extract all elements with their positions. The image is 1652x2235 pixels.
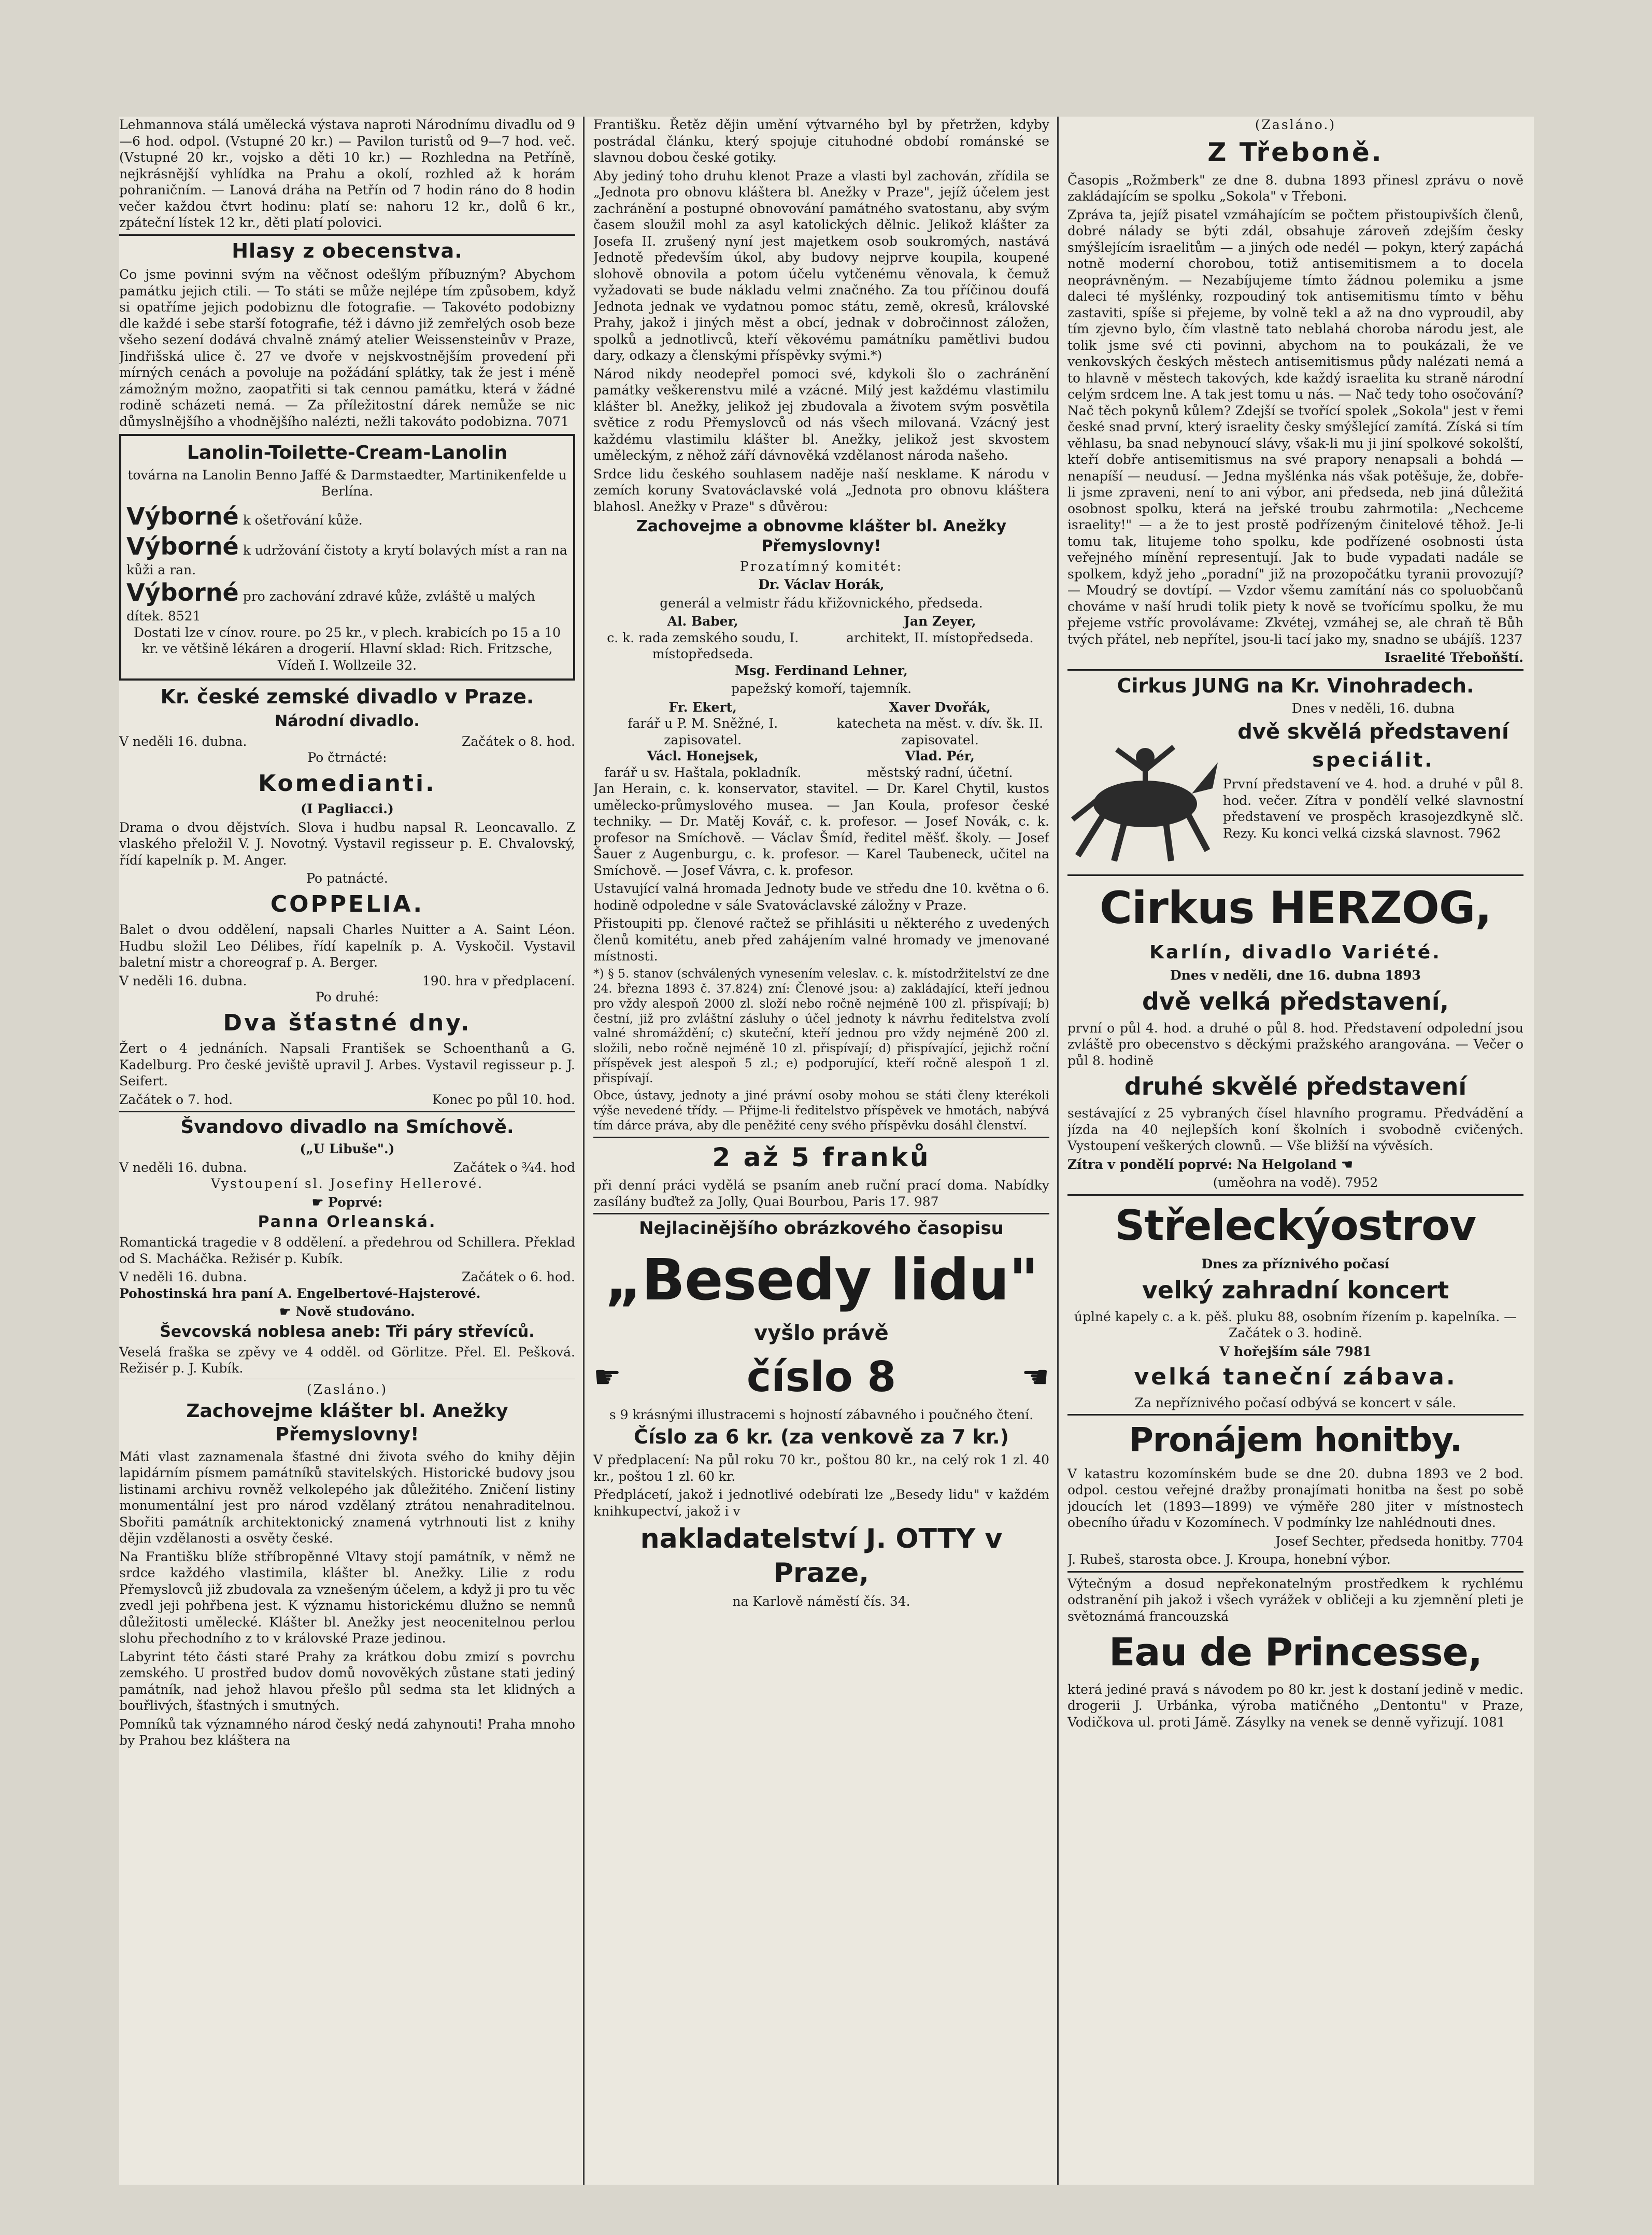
komedianti-title: Komedianti. (258, 770, 436, 797)
eau-pre: Výtečným a dosud nepřekonatelným prostředkem k rychlému odstranění pih jakož i všech vyrážek v obličeji a ku zjemnění pleti je světoznámá francouzská (1067, 1576, 1523, 1624)
s1-row (119, 1159, 575, 1176)
zachovejme-p3: Labyrint této části staré Prahy za krátkou dobu zmizí s povrchu zemského. U prostřed budov domů novověkých zůstane stati jediný památník, nad jehož hlavou přešlo půl sedma sta let klidných a bouřlivých, šťastných i smutných. (119, 1649, 575, 1714)
s2-nove-label: Nově studováno. (295, 1304, 415, 1320)
horak-role: generál a velmistr řádu křižovnického, předseda. (660, 595, 983, 611)
narodni-divadlo: Národní divadlo. (275, 712, 420, 730)
pronajem-sign-1: Josef Sechter, předseda honitby. 7704 (1275, 1533, 1523, 1549)
lanolin-title: Lanolin-Toilette-Cream-Lanolin (187, 442, 508, 464)
member-ekert (593, 699, 812, 748)
komitet-heading: Prozatímný komitét: (739, 558, 903, 574)
pointing-hand-left-icon: ☚ (1341, 1156, 1353, 1172)
member-zeyer (831, 613, 1049, 662)
zaslano-label: (Zasláno.) (1255, 117, 1336, 132)
zachovejme-p4: Pomníků tak významného národ český nedá zahynouti! Praha mnoho by Prahou bez kláštera na (119, 1716, 575, 1748)
hlasy-heading: Hlasy z obecenstva. (232, 239, 463, 262)
herzog-sub: Karlín, divadlo Variété. (1149, 941, 1442, 963)
lanolin-line-2 (126, 532, 568, 578)
slogan: Zachovejme a obnovme klášter bl. Anežky Přemyslovny! (636, 517, 1007, 555)
ilustrace: s 9 krásnými illustracemi s hojností zábavného i poučného čtení. (609, 1407, 1034, 1422)
dva-stastne-title: Dva šťastné dny. (223, 1009, 472, 1036)
lanolin-use-1: k ošetřování kůže. (243, 512, 363, 528)
honejsek-role: farář u sv. Haštala, pokladník. (604, 765, 802, 780)
pointing-hand-icon: ☛ (279, 1304, 296, 1320)
c2-p2: Aby jediný toho druhu klenot Praze a vlasti byl zachován, zřídila se „Jednota pro obnovu kláštera bl. Anežky v Praze", jejíž účelem jest zachránění a postupné obnovování památného svatostanu, aby svým časem sloužil mohl za asyl katolických dělnic. Jelikož klášter za Josefa II. zrušený nyní jest majetkem osob soukromých, nastává Jednotě především úkol, aby budovy nejprve koupila, koupené slohově obnovila a potom účelu vytčenému věnovala, k čemuž vyžadovati se bude nákladu velmi značného. Za tou příčinou doufá Jednota jednak ve vydatnou pomoc státu, země, okresů, královské Prahy, jakož i jiných měst a obcí, jednak v dobročinnost záložen, spolků a jednotlivců, kteří věkovému památníku pamětlivi budou dary, odkazy a členskými příspěvky svými.*) (593, 168, 1049, 363)
member-per (831, 748, 1049, 781)
c2-p3: Národ nikdy neodepřel pomoci své, kdykoli šlo o zachránění památky veškerenstvu milé a vzácné. Milý jest každému vlastimilu klášter bl. Anežky, jelikož jej zbudovala a životem svým posvětila světice z rodu Přemyslovců od nás všech milovaná. Vzácný jest každému vlastimilu klášter bl. Anežky, jelikož jest skvostem uměleckým, z něhož září dávnověká vzdělanost národa našeho. (593, 366, 1049, 463)
herzog-date: Dnes v neděli, dne 16. dubna 1893 (1170, 968, 1421, 983)
divider (1067, 1571, 1523, 1573)
d2-row (119, 973, 575, 989)
strelecky-dnes: Dnes za příznivého počasí (1201, 1256, 1390, 1272)
jung-title: Cirkus JUNG na Kr. Vinohradech. (1117, 674, 1474, 697)
column-1 (119, 117, 575, 2185)
pronajem-text: V katastru kozomínském bude se dne 20. dubna 1893 ve 2 bod. odpol. cestou veřejné dražby pronajímati honitba na šest po sobě jdoucích let (1893—1899) ve výměře 280 jiter v místnostech obecního úřadu v Kozomínech. V podmínky lze nahlédnouti dnes. (1067, 1466, 1523, 1531)
eau-text: která jediné pravá s návodem po 80 kr. jest k dostaní jedině v medic. drogerii J. Urbánka, výroba matičného „Dentontu" v Praze, Vodičkova ul. proti Jámě. Zásylky na venek se denně vyřizují. 1081 (1067, 1681, 1523, 1730)
sevcovska-title: Ševcovská noblesa aneb: Tři páry střevíců. (160, 1322, 535, 1341)
ekert-name: Fr. Ekert, (668, 699, 737, 715)
horak-name: Dr. Václav Horák, (758, 577, 885, 592)
members-row-2 (593, 699, 1049, 748)
herzog-text-2: sestávající z 25 vybraných čísel hlavního programu. Předvádění a jízda na 40 nejlepších koní školních i svobodně cvičených. Vystoupení veškerých clownů. — Vše bližší na vývěsích. (1067, 1106, 1523, 1153)
coppelia-title: COPPELIA. (270, 890, 424, 917)
trebone-heading: Z Třeboně. (1207, 137, 1384, 167)
cislo-8: číslo 8 (746, 1353, 896, 1402)
c2-p4: Srdce lidu českého souhlasem naděje naší nesklame. K národu v zemích koruny Svatováclavské volá „Jednota pro obnovu kláštera blahosl. Anežky v Praze" s důvěrou: (593, 466, 1049, 514)
lanolin-use-3: pro zachování zdravé kůže, zvláště u malých dítek. 8521 (126, 589, 535, 624)
franku-text: při denní práci vydělá se psaním aneb ruční prací doma. Nabídky zasílány buďtež za Jolly, Quai Bourbou, Paris 17. 987 (593, 1178, 1049, 1209)
divider (1067, 1414, 1523, 1416)
trebone-p1: Časopis „Rožmberk" ze dne 8. dubna 1893 přinesl zprávu o nově zakládajícím se spolku „Sokola" v Třeboni. (1067, 172, 1523, 204)
members-list: Jan Herain, c. k. konservator, stavitel. — Dr. Karel Chytil, kustos umělecko-průmyslového musea. — Jan Koula, profesor české techniky. — Dr. Matěj Kovář, c. k. profesor. — Josef Novák, c. k. profesor na Smíchově. — Václav Šmíd, ředitel měšť. školy. — Josef Šauer z Augenburgu, c. k. profesor. — Karel Taubeneck, učitel na Smíchově. — Josef Vávra, c. k. profesor. (593, 781, 1049, 878)
herzog-zitra-text: Zítra v pondělí poprvé: Na Helgoland (1067, 1156, 1337, 1172)
d2-end: Konec po půl 10. hod. (432, 1092, 575, 1107)
per-name: Vlad. Pér, (905, 748, 975, 764)
po-ctrnacte: Po čtrnácté: (307, 750, 387, 766)
dvorak-role: katecheta na měst. v. dív. šk. II. zapisovatel. (836, 716, 1044, 747)
lehner-name: Msg. Ferdinand Lehner, (735, 662, 908, 678)
jung-date: Dnes v neděli, 16. dubna (1291, 701, 1455, 716)
d2-hra: 190. hra v předplacení. (422, 973, 575, 988)
zachovejme-heading: Zachovejme klášter bl. Anežky Přemyslovny! (186, 1401, 508, 1446)
panna-text: Romantická tragedie v 8 oddělení. a předehrou od Schillera. Překlad od S. Macháčka. Režisér p. Kubík. (119, 1235, 575, 1266)
jung-text: První představení ve 4. hod. a druhé v půl 8. hod. večer. Zítra v pondělí velké slavnostní představení ve prospěch krasojezdkyně slč. Rezy. Ku konci velká cizská slavnost. 7962 (1223, 776, 1523, 841)
honejsek-name: Václ. Honejsek, (647, 748, 759, 764)
po-pate: Po patnácté. (306, 871, 388, 886)
s2-start: Začátek o 6. hod. (461, 1269, 575, 1285)
otty-address: na Karlově náměstí čís. 34. (732, 1594, 910, 1609)
zeyer-role: architekt, II. místopředseda. (846, 630, 1034, 645)
pronajem-sign-2: J. Rubeš, starosta obce. J. Kroupa, honební výbor. (1067, 1552, 1391, 1567)
footnote: *) § 5. stanov (schválených vynesením veleslav. c. k. místodržitelství ze dne 24. března 1893 č. 37.824) zní: Členové jsou: a) zakládající, kteří jednou pro vždy alespoň 2000 zl. složí nebo ročně nejméně 100 zl. přispívají; b) čestní, již pro zvláštní zásluhy o účel jednoty k návrhu ředitelstva zvolí valné shromáždění; c) skuteční, kteří jednou pro vždy nejméně 200 zl. složili, nebo ročně nejméně 10 zl. přispívají; d) přispívající, jejichž roční příspěvek jest alespoň 5 zl.; e) podporující, kteří ročně alespoň 1 zl. přispívají. (593, 967, 1049, 1086)
zachovejme-p2: Na Františku blíže stříbropěnné Vltavy stojí památník, v němž ne srdce každého vlastimila, klášter bl. Anežky. Lilie z rodu Přemyslovců již zbudovala za vznešeným účelem, a když ji pro tu věc zvedl jeji pohřbena jest. K významu historickému dlužno se nemnů důležitosti umělecké. Klášter bl. Anežky jest neocenitelnou perlou slohu přechodního z to v královské Praze jedinou. (119, 1549, 575, 1646)
zaslano-label: (Zasláno.) (306, 1381, 388, 1397)
lanolin-line-3 (126, 578, 568, 624)
divider (119, 1111, 575, 1112)
s2-nove (119, 1304, 575, 1320)
vyborne-2: Výborné (126, 532, 239, 560)
vyborne-3: Výborné (126, 578, 239, 607)
ekert-role: farář u P. M. Sněžné, I. zapisovatel. (628, 716, 778, 747)
cislo-row (593, 1348, 1049, 1407)
d1-date: V neděli 16. dubna. (119, 733, 247, 749)
baber-role: c. k. rada zemského soudu, I. místopředseda. (607, 630, 799, 662)
zachovejme-p1: Máti vlast zaznamenala šťastné dni života svého do knihy dějin lapidárním písmem památníků stavitelských. Historické budovy jsou listinami archivu rovněž velkolepého jak důležitého. Zničení listiny monumentální jest pro národ vzdělaný ztrátou nenahraditelnou. Sbořiti památník architektonický znamená vytrhnouti list z knihy dějin vzdělanosti a osvěty české. (119, 1449, 575, 1546)
herzog-zitra (1067, 1156, 1523, 1173)
predplaceni: V předplacení: Na půl roku 70 kr., poštou 80 kr., na celý rok 1 zl. 40 kr., poštou 1 zl. 60 kr. (593, 1452, 1049, 1484)
divider (593, 1213, 1049, 1214)
coppelia-text: Balet o dvou oddělení, napsali Charles Nuitter a A. Saint Léon. Hudbu složil Leo Délibes, řídí kapelník p. A. Vyskočil. Vystavil baletní mistr a choreograf p. A. Berger. (119, 922, 575, 970)
pointing-hand-left-icon: ☚ (1021, 1359, 1049, 1395)
zeyer-name: Jan Zeyer, (904, 614, 976, 629)
strelecky-title: Střeleckýostrov (1115, 1201, 1476, 1250)
lehner-role: papežský komoří, tajemník. (731, 681, 912, 697)
u-libuse: („U Libuše".) (300, 1141, 395, 1157)
strelecky-koncert: velký zahradní koncert (1142, 1276, 1449, 1304)
herzog-two: dvě velká představení, (1142, 987, 1449, 1015)
sevcovska-text: Veselá fraška se zpěvy ve 4 odděl. od Görlitze. Přel. El. Pešková. Režisér p. J. Kubík. (119, 1344, 575, 1376)
s1-poprve (119, 1194, 575, 1211)
column-3 (1067, 117, 1523, 2185)
otty-title: nakladatelství J. OTTY v Praze, (640, 1523, 1003, 1589)
jung-text-block (1223, 700, 1523, 871)
newspaper-page (119, 117, 1534, 2185)
besedy-title: „Besedy lidu" (604, 1247, 1038, 1313)
panna-title: Panna Orleanská. (258, 1213, 437, 1232)
members-row-1 (593, 613, 1049, 662)
s1-guest: Vystoupení sl. Josefiny Hellerové. (210, 1176, 484, 1192)
hlasy-text: Co jsme povinni svým na věčnost odešlým příbuzným? Abychom památku jejich ctili. — To státi se může nejlépe tím způsobem, když si opatříme jejich podobiznu dle fotografie. — Takovéto podobizny dle každé i sebe starší fotografie, též i dávno již zemřelých osob beze všeho sezení dodává chvalně známý atelier Weissensteinův v Praze, Jindřišská ulice č. 27 ve dvoře v nejskvostnějším provedení při mírných cenách a povoluje na požádání splátky, tak že jest i méně zámožným možno, zaopatřiti si tak cennou památku, která v žádné rodině scházeti nemá. — Za příležitostní dárek nemůže se nic důmyslnějšího a vhodnějšího nalézti, nežli takováto podobizna. 7071 (119, 267, 575, 429)
jung-two: dvě skvělá představení (1237, 719, 1509, 744)
komedianti-text: Drama o dvou dějstvích. Slova i hudbu napsal R. Leoncavallo. Z vlaského přeložil V. J. Novotný. Vystavil regisseur p. E. Chvalovský, řídí kapelník p. M. Anger. (119, 819, 575, 868)
per-role: městský radní, účetní. (867, 765, 1013, 780)
column-separator (1057, 117, 1059, 2185)
trebone-sign: Israelité Třeboňští. (1384, 650, 1523, 665)
lanolin-use-2: k udržování čistoty a krytí bolavých míst a ran na kůži a ran. (126, 542, 567, 577)
intro-notice: Lehmannova stálá umělecká výstava naproti Národnímu divadlu od 9—6 hod. odpol. (Vstupné 20 kr.) — Pavilon turistů od 9—7 hod. več. (Vstupné 20 kr., vojsko a děti 10 kr.) — Rozhledna na Petříně, nejkrásnější vyhlídka na Prahu a okolí, rozhled až k horám pohraničním. — Lanová dráha na Petřín od 7 hodin ráno do 8 hodin večer každou čtvrt hodinu: platí se: nahoru 12 kr., dolů 6 kr., zpáteční lístek 12 kr., děti platí polovici. (119, 117, 575, 230)
divider (119, 234, 575, 236)
jung-special: speciálit. (1312, 748, 1434, 772)
franku-title: 2 až 5 franků (712, 1142, 931, 1173)
theatre-heading: Kr. české zemské divadlo v Praze. (160, 685, 534, 709)
pronajem-title: Pronájem honitby. (1129, 1421, 1462, 1460)
vyborne-1: Výborné (126, 502, 239, 530)
pointing-hand-icon: ☛ (593, 1359, 621, 1395)
strelecky-foot: Za nepříznivého počasí odbývá se koncert v sále. (1134, 1395, 1457, 1410)
horse-rider-icon (1067, 700, 1223, 871)
dva-text: Žert o 4 jednáních. Napsali František se Schoenthanů a G. Kadelburg. Pro české jeviště upravil J. Arbes. Vystavil regisseur p. J. Seifert. (119, 1041, 575, 1089)
d2-start: Začátek o 7. hod. (119, 1092, 233, 1107)
s2-date: V neděli 16. dubna. (119, 1269, 247, 1285)
divider (593, 1137, 1049, 1138)
baber-name: Al. Baber, (667, 614, 738, 629)
divider (1067, 1194, 1523, 1196)
herzog-title: Cirkus HERZOG, (1099, 882, 1492, 935)
c2-p1: Františku. Řetěz dějin umění výtvarného byl by přetržen, kdyby postrádal článku, který spojuje cituhodné období románské se slavnou dobou české gotiky. (593, 117, 1049, 165)
divider (1067, 874, 1523, 876)
column-separator (583, 117, 585, 2185)
vyslo: vyšlo právě (754, 1321, 889, 1345)
s2-benefit: Pohostinská hra paní A. Engelbertové-Hajsterové. (119, 1285, 481, 1301)
d2-date: V neděli 16. dubna. (119, 973, 247, 988)
pagliacci: (I Pagliacci.) (301, 801, 394, 817)
besedy-pre: Nejlacinějšího obrázkového časopisu (639, 1218, 1004, 1239)
svandovo-heading: Švandovo divadlo na Smíchově. (180, 1116, 514, 1138)
footnote-2: Obce, ústavy, jednoty a jiné právní osoby mohou se státi členy kterékoli výše nevedené třídy. — Přijme-li ředitelstvo příspěvek ve hmotách, nabývá tím dárce práva, aby dle peněžité ceny svého příspěvku dosáhl členství. (593, 1089, 1049, 1133)
lanolin-footer: Dostati lze v cínov. roure. po 25 kr., v plech. krabicích po 15 a 10 kr. ve většině lékáren a drogerií. Hlavní sklad: Rich. Fritzsche, Vídeň I. Wollzeile 32. (133, 625, 561, 673)
d1-start: Začátek o 8. hod. (461, 733, 575, 749)
strelecky-sal: V hořejším sále 7981 (1219, 1343, 1372, 1359)
dvorak-name: Xaver Dvořák, (889, 699, 991, 715)
po-druhe: Po druhé: (315, 989, 379, 1005)
jung-ad (1067, 700, 1523, 871)
herzog-second: druhé skvělé představení (1124, 1072, 1467, 1101)
lanolin-maker: továrna na Lanolin Benno Jaffé & Darmstaedter, Martinikenfelde u Berlína. (127, 467, 567, 499)
trebone-p2: Zpráva ta, jejíž pisatel vzmáhajícím se počtem přistoupivších členů, dobré nálady se býti zdál, obsahuje zároveň zdejším česky smýšlejícím israelitům — a jiných ode nedél — pokyn, který zapáchá notně moderní chorobou, totiž antisemitismem a to docela neoprávněným. — Nezabíjujeme tímto žádnou polemiku a jsme daleci té myšlénky, rozpoudiný tok antisemitismu tímto v běhu zastaviti, spíše si přejeme, by volně tekl a až na dno vyproudil, aby tím zjevno bylo, čím vlastně tato neblahá choroba národu jest, ale tolik jsme své cti povinni, abychom na to poukázali, že ve venkovských českých městech antisemitismus půdy nalézati nemá a to hlavně v městech takových, kde každý israelita ku straně národní celým srdcem lne. A tak jest tomu u nás. — Nač tedy toho osočování? Nač těch pokynů kůlem? Zdejší se tvořící spolek „Sokola" jest v řemi české snad první, který israelity česky smýšlející zamítá. Získá si tím věhlasu, ba snad nebynoucí slávy, však-li mu ji jiní spolkové sokolští, kteří dobře antisemitismus na své prapory nenapsali a bohdá — nenapíší — neudusí. — Jedna myšlénka nás však potěšuje, že, dobře-li jsme zpraveni, není to ani výbor, ani předseda, neb jiná důležitá osobnost spolku, která na jeřské troubu zahrmotila: „Nechceme israelity!" — a že to jest prostě podřízeným činitelové těhož. Je-li tomu tak, litujeme toho spolku, kde podřízené osobnosti ústa veřejného mínění representují. Jak to bude vypadati nadále se spolkem, když jeho „poradní" již na prozopočátku tyranii provozují? — Moudrý se dovtípí. — Vzdor všemu zamítání nás co spoluobčanů chováme v naší hrudi tolik piety k nově se tvořícímu spolku, že mu přejeme vstříc provolávame: Zkvétej, vzmáhej se, ale chraň tě Bůh tvých přátel, neb nepřítel, jsou-li tací jako my, snadno se ubájíš. 1237 (1067, 207, 1523, 647)
d1-row (119, 733, 575, 750)
member-baber (593, 613, 812, 662)
s1-start: Začátek o ¾4. hod (453, 1159, 575, 1175)
predplaceni-2: Předplácetí, jakož i jednotlivé odebírati lze „Besedy lidu" v každém knihkupectví, jakož i v (593, 1487, 1049, 1519)
lanolin-ad (119, 434, 575, 681)
column-2 (593, 117, 1049, 2185)
d2-times (119, 1092, 575, 1108)
s2-row (119, 1269, 575, 1285)
strelecky-text: úplné kapely c. a k. pěš. pluku 88, osobním řízením p. kapelníka. — Začátek o 3. hodině. (1074, 1309, 1517, 1341)
member-honejsek (593, 748, 812, 781)
strelecky-zabava: velká taneční zábava. (1134, 1364, 1457, 1391)
pristoupit: Přistoupiti pp. členové račtež se přihlásiti u některého z uvedených členů komitétu, aneb před zahájením valné hromady ve jmenované místnosti. (593, 916, 1049, 964)
members-row-3 (593, 748, 1049, 781)
cena: Číslo za 6 kr. (za venkově za 7 kr.) (634, 1425, 1009, 1449)
herzog-text: první o půl 4. hod. a druhé o půl 8. hod. Představení odpolední jsou zvláště pro obecenstvo s děckými pražského arangována. — Večer o půl 8. hodině (1067, 1020, 1523, 1068)
member-dvorak (831, 699, 1049, 748)
herzog-zitra-2: (uměohra na vodě). 7952 (1213, 1175, 1378, 1190)
eau-title: Eau de Princesse, (1108, 1630, 1483, 1675)
hromada: Ustavující valná hromada Jednoty bude ve středu dne 10. května o 6. hodině odpoledne v sále Svatováclavské záložny v Praze. (593, 881, 1049, 913)
divider (1067, 669, 1523, 671)
s1-date: V neděli 16. dubna. (119, 1159, 247, 1175)
lanolin-line-1 (126, 502, 568, 532)
s1-poprve-label: Poprvé: (328, 1194, 383, 1210)
pointing-hand-icon: ☛ (311, 1194, 328, 1210)
